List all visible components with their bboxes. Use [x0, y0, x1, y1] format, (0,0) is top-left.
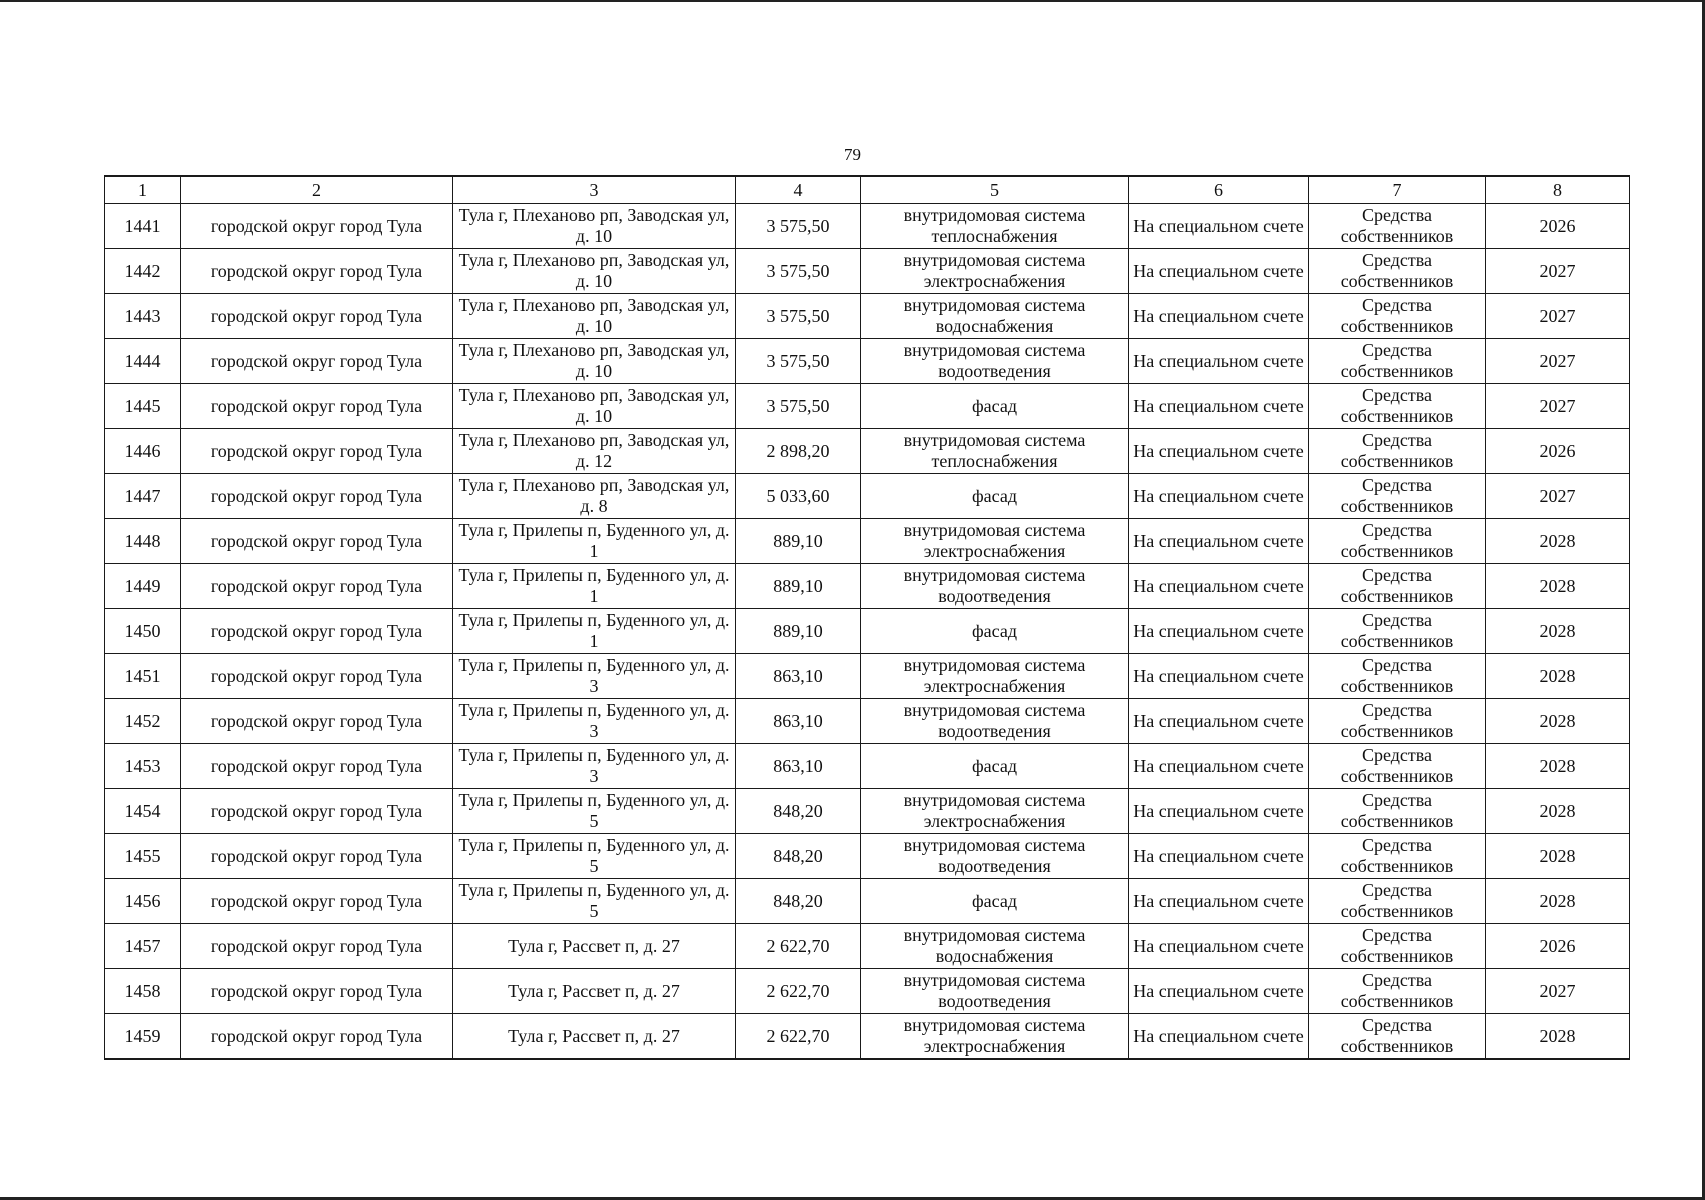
fund-method-cell: На специальном счете [1129, 429, 1309, 474]
table-row [105, 339, 1630, 384]
work-type-cell: внутридомовая система водоотведения [861, 339, 1129, 384]
work-type-cell: внутридомовая система водоотведения [861, 969, 1129, 1014]
table-row [105, 924, 1630, 969]
table-row [105, 789, 1630, 834]
fund-method-cell: На специальном счете [1129, 204, 1309, 249]
year-cell: 2028 [1486, 879, 1630, 924]
address-cell: Тула г, Прилепы п, Буденного ул, д. 5 [453, 879, 736, 924]
row-number-cell: 1451 [105, 654, 181, 699]
table-row [105, 384, 1630, 429]
fund-method-cell: На специальном счете [1129, 564, 1309, 609]
column-header-8: 8 [1486, 176, 1630, 204]
municipality-cell: городской округ город Тула [181, 384, 453, 429]
address-cell: Тула г, Рассвет п, д. 27 [453, 1014, 736, 1060]
address-cell: Тула г, Прилепы п, Буденного ул, д. 1 [453, 519, 736, 564]
municipality-cell: городской округ город Тула [181, 744, 453, 789]
area-cell: 2 622,70 [736, 1014, 861, 1060]
funding-source-cell: Средства собственников [1309, 924, 1486, 969]
work-type-cell: внутридомовая система водоотведения [861, 699, 1129, 744]
year-cell: 2028 [1486, 564, 1630, 609]
fund-method-cell: На специальном счете [1129, 789, 1309, 834]
table-row [105, 564, 1630, 609]
municipality-cell: городской округ город Тула [181, 924, 453, 969]
row-number-cell: 1458 [105, 969, 181, 1014]
table-row [105, 249, 1630, 294]
row-number-cell: 1446 [105, 429, 181, 474]
year-cell: 2028 [1486, 699, 1630, 744]
fund-method-cell: На специальном счете [1129, 474, 1309, 519]
area-cell: 3 575,50 [736, 249, 861, 294]
work-type-cell: внутридомовая система водоснабжения [861, 924, 1129, 969]
area-cell: 2 622,70 [736, 924, 861, 969]
area-cell: 3 575,50 [736, 339, 861, 384]
address-cell: Тула г, Плеханово рп, Заводская ул, д. 10 [453, 339, 736, 384]
year-cell: 2028 [1486, 1014, 1630, 1060]
header-row [105, 176, 1630, 204]
table-body [105, 204, 1630, 1060]
area-cell: 848,20 [736, 879, 861, 924]
work-type-cell: фасад [861, 879, 1129, 924]
column-header-3: 3 [453, 176, 736, 204]
work-type-cell: внутридомовая система электроснабжения [861, 519, 1129, 564]
work-type-cell: фасад [861, 474, 1129, 519]
address-cell: Тула г, Прилепы п, Буденного ул, д. 3 [453, 744, 736, 789]
address-cell: Тула г, Плеханово рп, Заводская ул, д. 8 [453, 474, 736, 519]
column-header-2: 2 [181, 176, 453, 204]
row-number-cell: 1443 [105, 294, 181, 339]
column-header-1: 1 [105, 176, 181, 204]
municipality-cell: городской округ город Тула [181, 204, 453, 249]
fund-method-cell: На специальном счете [1129, 339, 1309, 384]
funding-source-cell: Средства собственников [1309, 429, 1486, 474]
year-cell: 2027 [1486, 339, 1630, 384]
funding-source-cell: Средства собственников [1309, 474, 1486, 519]
work-type-cell: фасад [861, 744, 1129, 789]
funding-source-cell: Средства собственников [1309, 969, 1486, 1014]
row-number-cell: 1441 [105, 204, 181, 249]
row-number-cell: 1449 [105, 564, 181, 609]
row-number-cell: 1442 [105, 249, 181, 294]
address-cell: Тула г, Рассвет п, д. 27 [453, 969, 736, 1014]
municipality-cell: городской округ город Тула [181, 249, 453, 294]
area-cell: 848,20 [736, 789, 861, 834]
work-type-cell: внутридомовая система водоотведения [861, 834, 1129, 879]
row-number-cell: 1453 [105, 744, 181, 789]
funding-source-cell: Средства собственников [1309, 789, 1486, 834]
address-cell: Тула г, Прилепы п, Буденного ул, д. 5 [453, 834, 736, 879]
municipality-cell: городской округ город Тула [181, 789, 453, 834]
municipality-cell: городской округ город Тула [181, 294, 453, 339]
year-cell: 2028 [1486, 834, 1630, 879]
area-cell: 863,10 [736, 699, 861, 744]
fund-method-cell: На специальном счете [1129, 384, 1309, 429]
table-row [105, 879, 1630, 924]
area-cell: 889,10 [736, 519, 861, 564]
table-row [105, 474, 1630, 519]
table-header [105, 176, 1630, 204]
funding-source-cell: Средства собственников [1309, 744, 1486, 789]
area-cell: 3 575,50 [736, 384, 861, 429]
table-row [105, 969, 1630, 1014]
table-row [105, 519, 1630, 564]
funding-source-cell: Средства собственников [1309, 204, 1486, 249]
address-cell: Тула г, Плеханово рп, Заводская ул, д. 10 [453, 294, 736, 339]
funding-source-cell: Средства собственников [1309, 384, 1486, 429]
area-cell: 3 575,50 [736, 204, 861, 249]
table-row [105, 204, 1630, 249]
fund-method-cell: На специальном счете [1129, 519, 1309, 564]
row-number-cell: 1448 [105, 519, 181, 564]
area-cell: 889,10 [736, 564, 861, 609]
work-type-cell: внутридомовая система водоснабжения [861, 294, 1129, 339]
funding-source-cell: Средства собственников [1309, 699, 1486, 744]
column-header-5: 5 [861, 176, 1129, 204]
fund-method-cell: На специальном счете [1129, 654, 1309, 699]
address-cell: Тула г, Плеханово рп, Заводская ул, д. 10 [453, 384, 736, 429]
address-cell: Тула г, Прилепы п, Буденного ул, д. 5 [453, 789, 736, 834]
row-number-cell: 1447 [105, 474, 181, 519]
table-row [105, 744, 1630, 789]
work-type-cell: внутридомовая система электроснабжения [861, 654, 1129, 699]
funding-source-cell: Средства собственников [1309, 609, 1486, 654]
funding-source-cell: Средства собственников [1309, 249, 1486, 294]
fund-method-cell: На специальном счете [1129, 249, 1309, 294]
municipality-cell: городской округ город Тула [181, 519, 453, 564]
municipality-cell: городской округ город Тула [181, 474, 453, 519]
register-table [104, 175, 1630, 1060]
column-header-7: 7 [1309, 176, 1486, 204]
funding-source-cell: Средства собственников [1309, 1014, 1486, 1060]
year-cell: 2026 [1486, 429, 1630, 474]
year-cell: 2027 [1486, 474, 1630, 519]
work-type-cell: внутридомовая система электроснабжения [861, 1014, 1129, 1060]
row-number-cell: 1450 [105, 609, 181, 654]
column-header-6: 6 [1129, 176, 1309, 204]
row-number-cell: 1456 [105, 879, 181, 924]
fund-method-cell: На специальном счете [1129, 1014, 1309, 1060]
municipality-cell: городской округ город Тула [181, 969, 453, 1014]
area-cell: 5 033,60 [736, 474, 861, 519]
municipality-cell: городской округ город Тула [181, 879, 453, 924]
funding-source-cell: Средства собственников [1309, 879, 1486, 924]
year-cell: 2027 [1486, 384, 1630, 429]
address-cell: Тула г, Плеханово рп, Заводская ул, д. 12 [453, 429, 736, 474]
work-type-cell: внутридомовая система электроснабжения [861, 249, 1129, 294]
area-cell: 2 622,70 [736, 969, 861, 1014]
address-cell: Тула г, Прилепы п, Буденного ул, д. 1 [453, 564, 736, 609]
fund-method-cell: На специальном счете [1129, 699, 1309, 744]
year-cell: 2027 [1486, 969, 1630, 1014]
work-type-cell: внутридомовая система теплоснабжения [861, 204, 1129, 249]
year-cell: 2027 [1486, 249, 1630, 294]
year-cell: 2026 [1486, 204, 1630, 249]
year-cell: 2028 [1486, 744, 1630, 789]
fund-method-cell: На специальном счете [1129, 834, 1309, 879]
work-type-cell: внутридомовая система теплоснабжения [861, 429, 1129, 474]
table-row [105, 1014, 1630, 1060]
fund-method-cell: На специальном счете [1129, 969, 1309, 1014]
row-number-cell: 1444 [105, 339, 181, 384]
funding-source-cell: Средства собственников [1309, 834, 1486, 879]
address-cell: Тула г, Прилепы п, Буденного ул, д. 3 [453, 654, 736, 699]
table-row [105, 699, 1630, 744]
address-cell: Тула г, Прилепы п, Буденного ул, д. 3 [453, 699, 736, 744]
address-cell: Тула г, Рассвет п, д. 27 [453, 924, 736, 969]
page-number: 79 [844, 145, 861, 164]
table-row [105, 294, 1630, 339]
scan-edge-top [0, 0, 1705, 2]
table-row [105, 654, 1630, 699]
area-cell: 2 898,20 [736, 429, 861, 474]
row-number-cell: 1452 [105, 699, 181, 744]
address-cell: Тула г, Прилепы п, Буденного ул, д. 1 [453, 609, 736, 654]
funding-source-cell: Средства собственников [1309, 339, 1486, 384]
fund-method-cell: На специальном счете [1129, 294, 1309, 339]
fund-method-cell: На специальном счете [1129, 924, 1309, 969]
fund-method-cell: На специальном счете [1129, 744, 1309, 789]
area-cell: 3 575,50 [736, 294, 861, 339]
row-number-cell: 1457 [105, 924, 181, 969]
municipality-cell: городской округ город Тула [181, 654, 453, 699]
municipality-cell: городской округ город Тула [181, 339, 453, 384]
funding-source-cell: Средства собственников [1309, 519, 1486, 564]
funding-source-cell: Средства собственников [1309, 294, 1486, 339]
table-row [105, 429, 1630, 474]
municipality-cell: городской округ город Тула [181, 609, 453, 654]
work-type-cell: фасад [861, 384, 1129, 429]
row-number-cell: 1455 [105, 834, 181, 879]
funding-source-cell: Средства собственников [1309, 654, 1486, 699]
municipality-cell: городской округ город Тула [181, 429, 453, 474]
address-cell: Тула г, Плеханово рп, Заводская ул, д. 10 [453, 249, 736, 294]
fund-method-cell: На специальном счете [1129, 879, 1309, 924]
municipality-cell: городской округ город Тула [181, 834, 453, 879]
column-header-4: 4 [736, 176, 861, 204]
row-number-cell: 1454 [105, 789, 181, 834]
area-cell: 863,10 [736, 744, 861, 789]
year-cell: 2028 [1486, 789, 1630, 834]
municipality-cell: городской округ город Тула [181, 564, 453, 609]
year-cell: 2026 [1486, 924, 1630, 969]
year-cell: 2028 [1486, 609, 1630, 654]
area-cell: 889,10 [736, 609, 861, 654]
fund-method-cell: На специальном счете [1129, 609, 1309, 654]
area-cell: 863,10 [736, 654, 861, 699]
municipality-cell: городской округ город Тула [181, 1014, 453, 1060]
municipality-cell: городской округ город Тула [181, 699, 453, 744]
row-number-cell: 1459 [105, 1014, 181, 1060]
table-row [105, 834, 1630, 879]
year-cell: 2028 [1486, 519, 1630, 564]
year-cell: 2028 [1486, 654, 1630, 699]
table-row [105, 609, 1630, 654]
area-cell: 848,20 [736, 834, 861, 879]
row-number-cell: 1445 [105, 384, 181, 429]
year-cell: 2027 [1486, 294, 1630, 339]
funding-source-cell: Средства собственников [1309, 564, 1486, 609]
work-type-cell: внутридомовая система электроснабжения [861, 789, 1129, 834]
work-type-cell: внутридомовая система водоотведения [861, 564, 1129, 609]
work-type-cell: фасад [861, 609, 1129, 654]
address-cell: Тула г, Плеханово рп, Заводская ул, д. 10 [453, 204, 736, 249]
